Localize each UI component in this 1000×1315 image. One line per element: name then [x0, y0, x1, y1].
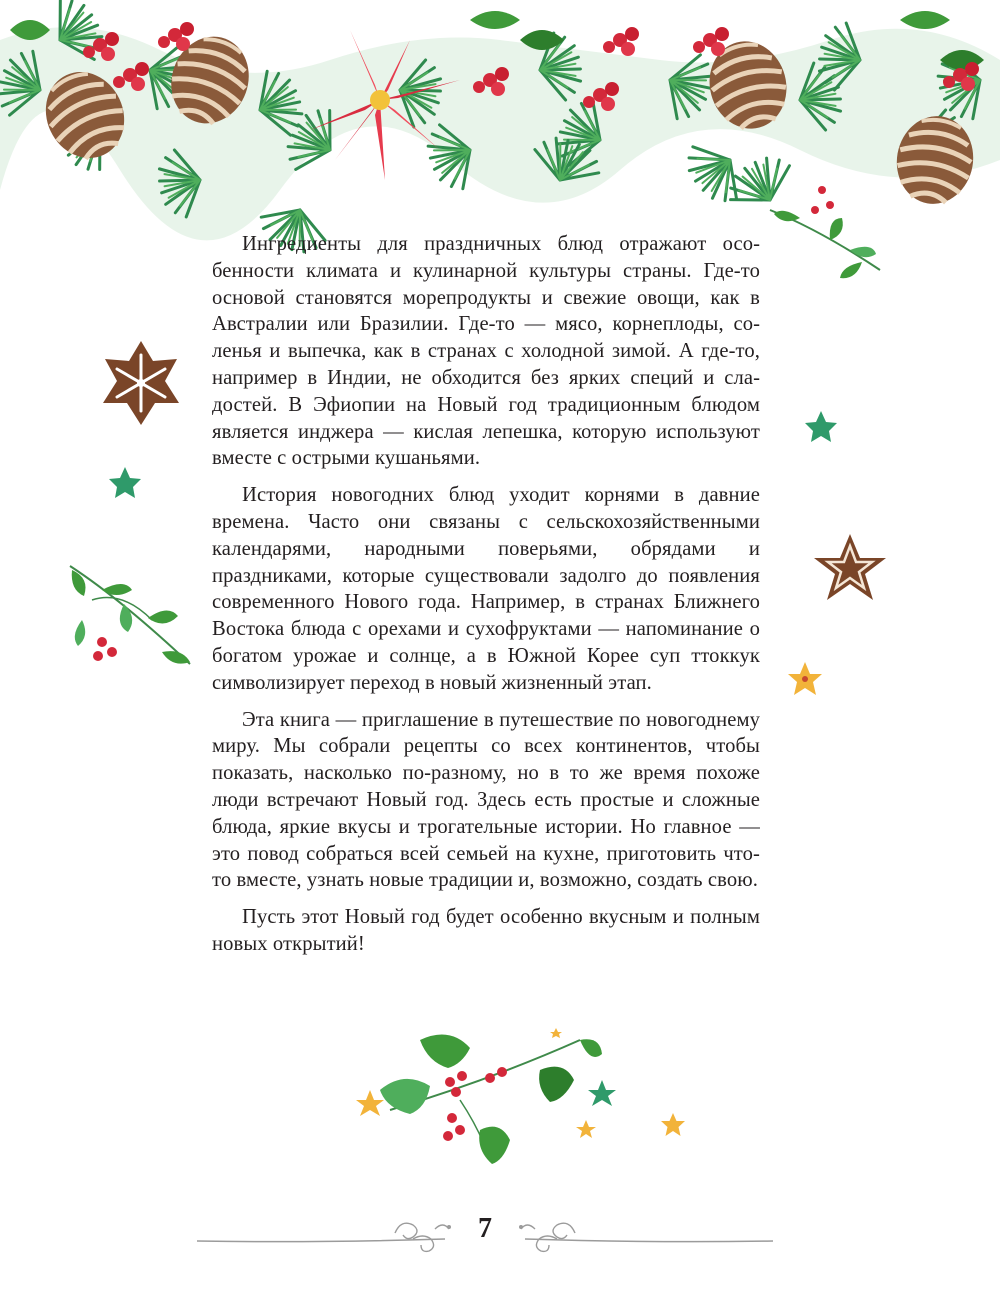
- paragraph-3: Эта книга — приглашение в путешествие по новогоднему миру. Мы собрали рецепты со всех континентов, чтобы показать, насколько по-разному, но в то же время похоже люди встречают Новый год. Здесь есть простые и сложные блюда, яркие вкусы и трогательные истории. Но главное — это повод собраться всей семьей на кухне, приготовить что-то вместе, узнать новые традиции и, возможно, создать свою.: [212, 708, 760, 892]
- paragraph-2: История новогодних блюд уходит корнями в давние времена. Часто они связаны с сельскохозяйственными календарями, народными поверьями, обрядами и праздниками, которые существовали задолго до появления современного Нового года. Например, в странах Ближнего Востока блюда с орехами и сухофруктами — напоминание о богатом урожае и солнце, а в Южной Корее суп ттоккук символизирует переход в новый жизненный этап.: [212, 484, 760, 694]
- body-text: [212, 231, 760, 968]
- green-star-icon: [108, 466, 142, 500]
- leaf-sprig-icon: [770, 186, 880, 278]
- page-number: 7: [478, 1213, 492, 1244]
- paragraph-4: Пусть этот Новый год будет особенно вкусным и полным новых открытий!: [212, 906, 760, 955]
- green-star-icon: [804, 410, 838, 444]
- gingerbread-star-icon: [812, 532, 888, 604]
- gold-star-icon: [660, 1112, 686, 1138]
- holly-branch-icon: [340, 1020, 700, 1170]
- paragraph-1: Ингредиенты для праздничных блюд отражают особенности климата и кулинарной культуры страны. Где-то основой становятся морепродукты и свежие овощи, как в Австралии или Бразилии. Где-то — мясо, корнеплоды, соленья и выпечка, как в странах с холодной зимой. А где-то, например в Индии, не обходится без ярких специй и сладостей. В Эфиопии на Новый год традиционным блюдом является инджера — кислая лепешка, которую используют вместе с острыми кушаньями.: [212, 233, 760, 470]
- gingerbread-snowflake-icon: [96, 338, 186, 428]
- gold-star-icon: [786, 660, 824, 698]
- leaf-sprig-icon: [62, 560, 197, 680]
